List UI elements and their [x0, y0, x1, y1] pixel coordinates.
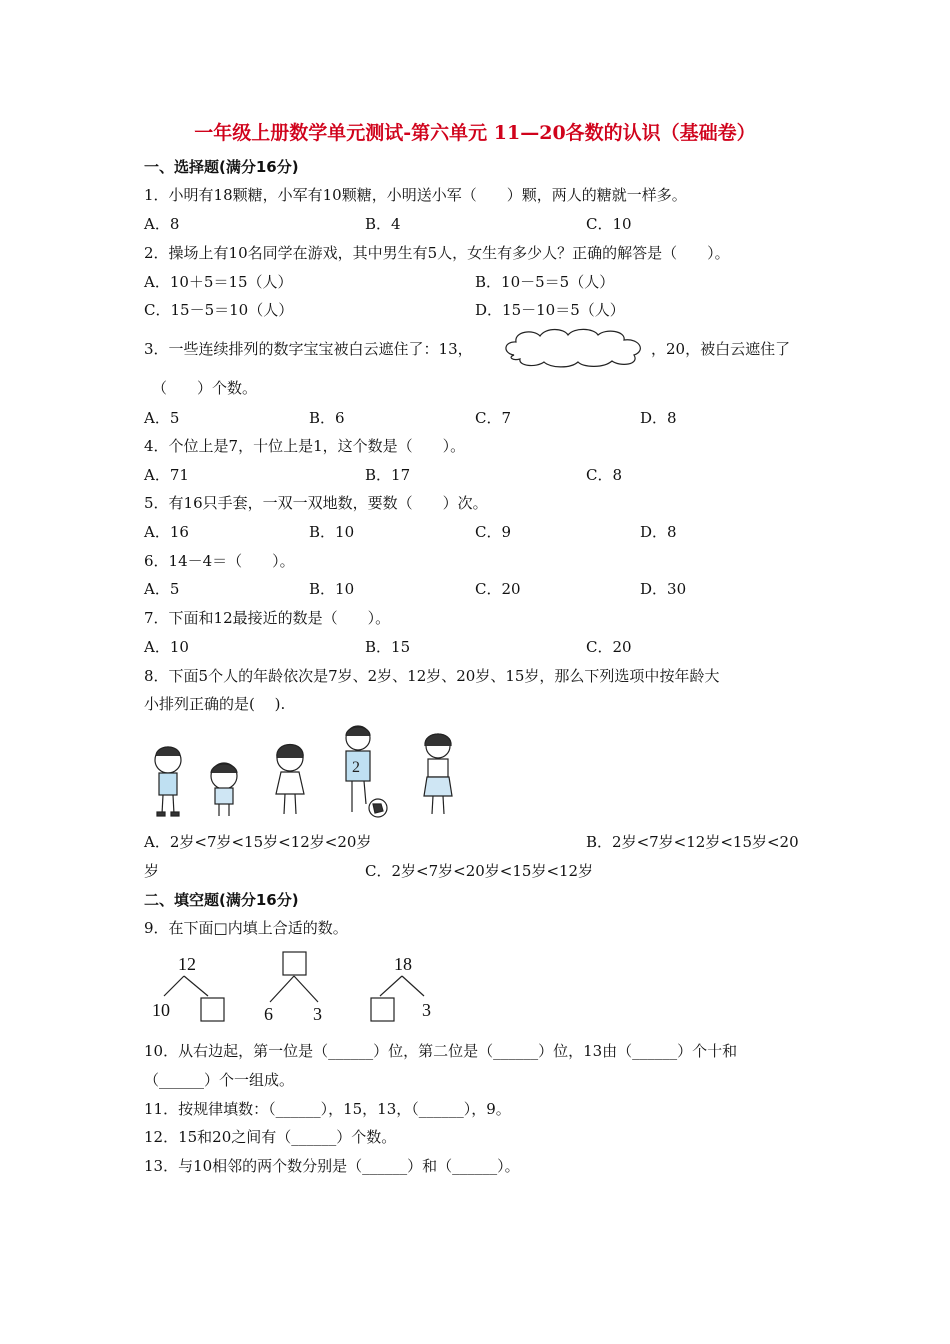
q6-option-a[interactable]: A．5: [144, 580, 180, 598]
svg-text:2: 2: [352, 759, 360, 776]
section-choice-heading: 一、选择题(满分16分): [144, 158, 299, 176]
tree-1-left: 10: [152, 1000, 170, 1020]
q4-option-b[interactable]: B．17: [365, 466, 411, 484]
q5-option-c[interactable]: C．9: [475, 523, 512, 541]
tree-3: [371, 954, 431, 1021]
question-8-line-2: 小排列正确的是( ).: [144, 695, 286, 713]
tree-1-answer-box: [201, 998, 224, 1021]
q4-option-a[interactable]: A．71: [144, 466, 189, 484]
q1-option-b[interactable]: B．4: [365, 215, 401, 233]
q8-option-b-wrap: 岁: [144, 862, 160, 880]
q3-option-d[interactable]: D．8: [640, 409, 677, 427]
page-title: 一年级上册数学单元测试-第六单元 11—20各数的认识（基础卷）: [194, 122, 756, 144]
child-5-icon: [424, 734, 452, 814]
q4-option-c[interactable]: C．8: [586, 466, 623, 484]
question-7: 7．下面和12最接近的数是（ ）。: [144, 609, 391, 627]
q7-option-b[interactable]: B．15: [365, 638, 411, 656]
q7-option-a[interactable]: A．10: [144, 638, 189, 656]
q8-option-a[interactable]: A．2岁<7岁<15岁<12岁<20岁: [144, 833, 372, 851]
tree-2-answer-box: [283, 952, 306, 975]
q6-option-d[interactable]: D．30: [640, 580, 687, 598]
question-1: 1．小明有18颗糖，小军有10颗糖，小明送小军（ ）颗，两人的糖就一样多。: [144, 186, 687, 204]
tree-3-answer-box: [371, 998, 394, 1021]
q8-option-b[interactable]: B．2岁<7岁<12岁<15岁<20: [586, 833, 799, 851]
tree-2-right: 3: [313, 1004, 322, 1024]
question-9: 9．在下面□内填上合适的数。: [144, 919, 348, 937]
tree-3-top: 18: [394, 954, 412, 974]
number-decomposition-diagram: [140, 946, 460, 1032]
section-fill-heading: 二、填空题(满分16分): [144, 891, 299, 909]
tree-1: [152, 954, 224, 1021]
q5-option-d[interactable]: D．8: [640, 523, 677, 541]
question-10-line-1: 10．从右边起，第一位是（______）位，第二位是（______）位，13由（______）个十和: [144, 1042, 738, 1060]
tree-2: [264, 952, 322, 1024]
question-10-line-2: （______）个一组成。: [144, 1071, 295, 1089]
q6-option-b[interactable]: B．10: [309, 580, 355, 598]
child-4-icon: [346, 726, 387, 817]
q2-option-b[interactable]: B．10－5＝5（人）: [475, 273, 615, 291]
five-children-illustration: [140, 718, 480, 822]
child-3-icon: [276, 745, 304, 815]
cloud-icon: [500, 325, 650, 369]
question-3-part-c: （ ）个数。: [152, 379, 258, 397]
question-2: 2．操场上有10名同学在游戏，其中男生有5人，女生有多少人？正确的解答是（ ）。: [144, 244, 730, 262]
question-8-line-1: 8．下面5个人的年龄依次是7岁、2岁、12岁、20岁、15岁，那么下列选项中按年龄大: [144, 667, 720, 685]
question-4: 4．个位上是7，十位上是1，这个数是（ ）。: [144, 437, 466, 455]
child-2-icon: [211, 763, 237, 816]
q1-option-c[interactable]: C．10: [586, 215, 632, 233]
q8-option-c[interactable]: C．2岁<7岁<20岁<15岁<12岁: [365, 862, 594, 880]
q3-option-c[interactable]: C．7: [475, 409, 512, 427]
tree-1-top: 12: [178, 954, 196, 974]
question-6: 6．14－4＝（ ）。: [144, 552, 295, 570]
q5-option-b[interactable]: B．10: [309, 523, 355, 541]
question-5: 5．有16只手套，一双一双地数，要数（ ）次。: [144, 494, 488, 512]
q5-option-a[interactable]: A．16: [144, 523, 189, 541]
question-12: 12．15和20之间有（______）个数。: [144, 1128, 397, 1146]
q7-option-c[interactable]: C．20: [586, 638, 632, 656]
q2-option-d[interactable]: D．15－10＝5（人）: [475, 301, 625, 319]
q6-option-c[interactable]: C．20: [475, 580, 521, 598]
q3-option-b[interactable]: B．6: [309, 409, 345, 427]
tree-3-right: 3: [422, 1000, 431, 1020]
question-13: 13．与10相邻的两个数分别是（______）和（______）。: [144, 1157, 520, 1175]
question-11: 11．按规律填数：（______），15，13，（______），9。: [144, 1100, 511, 1118]
q2-option-c[interactable]: C．15－5＝10（人）: [144, 301, 294, 319]
question-3-part-a: 3．一些连续排列的数字宝宝被白云遮住了：13，: [144, 340, 473, 358]
tree-2-left: 6: [264, 1004, 273, 1024]
q2-option-a[interactable]: A．10＋5＝15（人）: [144, 273, 293, 291]
q3-option-a[interactable]: A．5: [144, 409, 180, 427]
question-3-part-b: ，20，被白云遮住了: [651, 340, 791, 358]
q1-option-a[interactable]: A．8: [144, 215, 180, 233]
child-1-icon: [155, 747, 181, 816]
